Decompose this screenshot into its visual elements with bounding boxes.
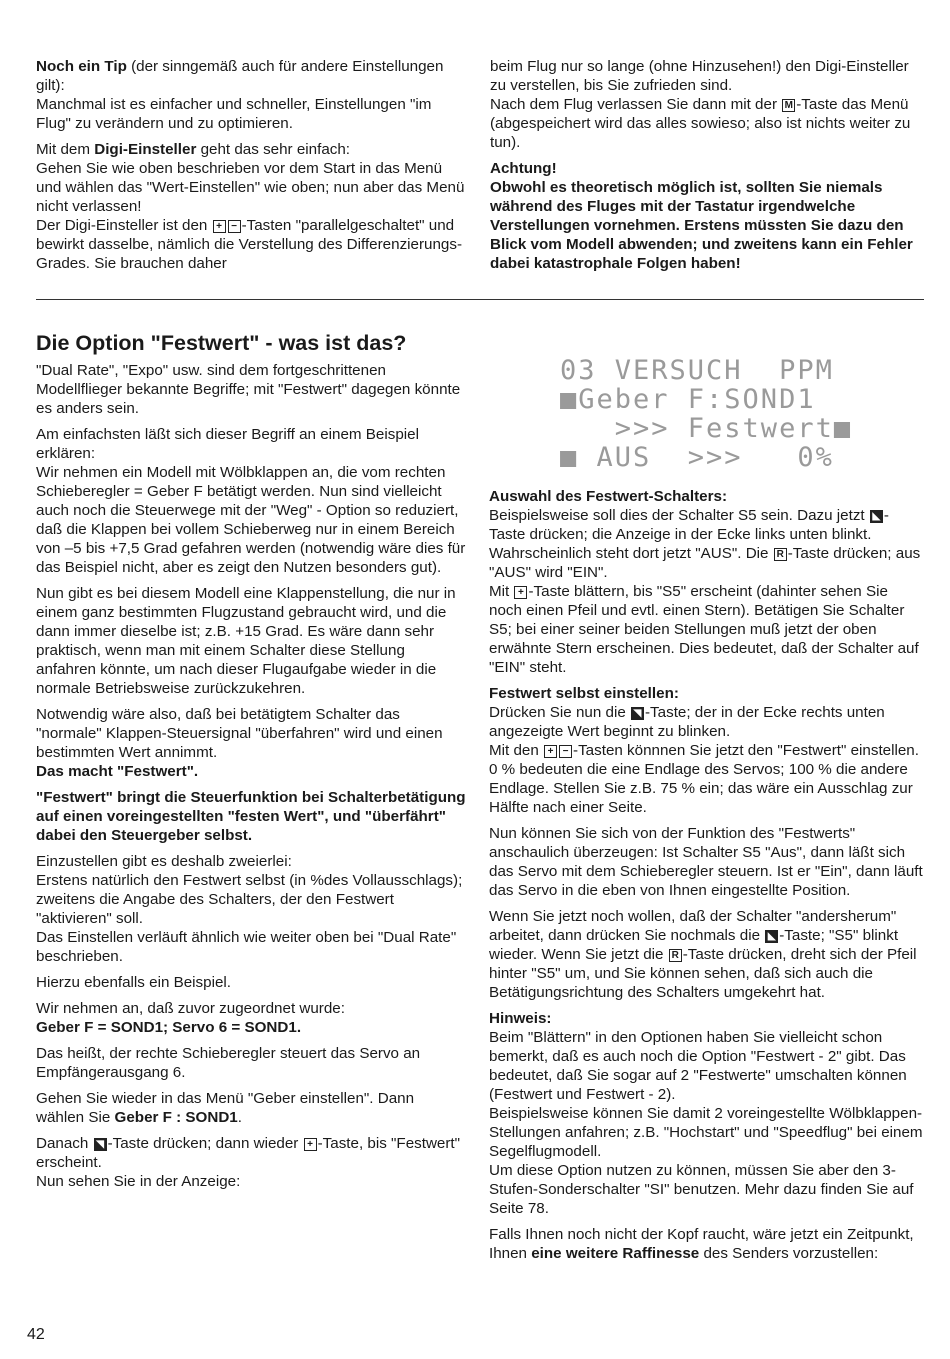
digi-bold: Digi-Einsteller	[94, 141, 197, 158]
r-key-icon: R	[774, 548, 787, 561]
digi-body2	[36, 216, 466, 273]
right-r5: Nun können Sie sich von der Funktion des "Festwerts" anschaulich überzeugen: Ist Schalter S5 "Aus", dann läßt sich das Servo mit dem Schieberegler steuern. Ist er "Ein", dann läuft das Servo in die eben von Ihnen eingestellte Position.	[489, 825, 923, 899]
after-flight-a: Nach dem Flug verlassen Sie dann mit der	[490, 96, 782, 113]
lcd-line-1: 03 VERSUCH PPM	[560, 355, 834, 386]
digi-post: geht das sehr einfach:	[196, 141, 351, 158]
plus-key-icon: +	[213, 220, 226, 233]
plus-key-icon: +	[514, 586, 527, 599]
right-r6b: -Taste; "S5" blinkt wieder. Wenn Sie jetzt die	[489, 927, 899, 963]
right-r10b: eine weitere Raffinesse	[531, 1245, 700, 1262]
section-divider	[36, 299, 924, 300]
left-p7b: Erstens natürlich den Festwert selbst (in %des Vollausschlags);	[36, 872, 463, 889]
right-column	[489, 487, 925, 1263]
digi-body1: Gehen Sie wie oben beschrieben vor dem Start in das Menü und wählen das "Wert-Einstellen" wie oben; nun aber das Menü nicht verlassen!	[36, 160, 465, 215]
right-r6	[489, 907, 925, 1002]
right-h1: Auswahl des Festwert-Schalters:	[489, 488, 728, 505]
left-p12	[36, 1134, 466, 1172]
right-r7: Beim "Blättern" in den Optionen haben Sie vielleicht schon bemerkt, daß es auch noch die Option "Festwert - 2" gibt. Das bedeutet, daß Sie sogar auf 2 "Festwerte" umschalten können (Festwert und Festwert - 2).	[489, 1029, 907, 1103]
right-r3b: -Taste; der in der Ecke rechts unten angezeigte Wert beginnt zu blinken.	[489, 704, 885, 740]
left-p11	[36, 1089, 466, 1127]
top-left-column	[36, 57, 466, 273]
left-p9b: Geber F = SOND1; Servo 6 = SOND1.	[36, 1019, 302, 1036]
digi-body2b: -Tasten "parallelgeschaltet" und bewirkt dasselbe, nämlich die Verstellung des Differenzierungs-Grades. Sie brauchen daher	[36, 217, 463, 272]
r-key-icon: R	[669, 949, 682, 962]
right-r2	[489, 582, 925, 677]
after-flight-paragraph	[490, 95, 924, 152]
right-r1c: -Taste drücken; aus "AUS" wird "EIN".	[489, 545, 921, 581]
right-h3: Hinweis:	[489, 1010, 552, 1027]
right-r6c: -Taste drücken, dreht sich der Pfeil hinter "S5" um, und Sie können sehen, daß sich auch die Betätigungsrichtung des Schalters umgekehrt hat.	[489, 946, 917, 1001]
left-p9: Wir nehmen an, daß zuvor zugeordnet wurde:	[36, 1000, 345, 1017]
enter-key-icon: ◥	[631, 707, 644, 720]
left-p5b: Das macht "Festwert".	[36, 763, 199, 780]
right-r10a: Falls Ihnen noch nicht der Kopf raucht, wäre jetzt ein Zeitpunkt, Ihnen	[489, 1226, 914, 1262]
right-r4	[489, 741, 925, 817]
right-r1a: Beispielsweise soll dies der Schalter S5 sein. Dazu jetzt	[489, 507, 869, 524]
tip-title: Noch ein Tip	[36, 58, 127, 75]
digi-body2a: Der Digi-Einsteller ist den	[36, 217, 212, 234]
select-key-icon: ◣	[870, 510, 883, 523]
left-column	[36, 361, 466, 1191]
enter-key-icon: ◥	[94, 1138, 107, 1151]
right-r9: Um diese Option nutzen zu können, müssen Sie aber den 3-Stufen-Sonderschalter "SI" benutzen. Mehr dazu finden Sie auf Seite 78.	[489, 1162, 914, 1217]
left-p3: Wir nehmen ein Modell mit Wölbklappen an, die vom rechten Schieberegler = Geber F betätigt werden. Nun sind vielleicht auch noch die Steuerwege mit der "Weg" - Option so reduziert, daß die Klappen bei vollem Schieberweg nur in einem Bereich von –5 bis +7,5 Grad gefahren werden (notwendig wäre dies für das Beispiel nicht, aber es zeigt den Nutzen besonders gut).	[36, 464, 466, 576]
right-r2a: Mit	[489, 583, 514, 600]
select-key-icon: ◣	[765, 930, 778, 943]
digi-intro	[36, 140, 466, 159]
lcd-line-3: >>> Festwert■	[560, 413, 853, 444]
left-p12a: Danach	[36, 1135, 93, 1152]
plus-key-icon: +	[304, 1138, 317, 1151]
lcd-display	[560, 356, 880, 474]
right-r3a: Drücken Sie nun die	[489, 704, 630, 721]
section-heading: Die Option "Festwert" - was ist das?	[36, 331, 407, 355]
right-r4a: Mit den	[489, 742, 544, 759]
right-r3	[489, 703, 925, 741]
left-p11c: .	[237, 1109, 242, 1126]
tip-body: Manchmal ist es einfacher und schneller, Einstellungen "im Flug" zu verändern und zu optimieren.	[36, 96, 432, 132]
left-p12d: Nun sehen Sie in der Anzeige:	[36, 1173, 241, 1190]
left-p4: Nun gibt es bei diesem Modell eine Klappenstellung, die nur in einem ganz bestimmten Flugzustand gebraucht wird, und die dann immer dieselbe ist; z.B. +15 Grad. Es wäre dann sehr praktisch, wenn man mit einem Schalter diese Stellung anfahren könnte, um nach dieser Flugaufgabe wieder in die normale Betriebsweise zurückzukehren.	[36, 585, 456, 697]
left-p2: Am einfachsten läßt sich dieser Begriff an einem Beispiel erklären:	[36, 426, 419, 462]
achtung-title: Achtung!	[490, 160, 557, 177]
flight-paragraph: beim Flug nur so lange (ohne Hinzusehen!) den Digi-Einsteller zu verstellen, bis Sie zufrieden sind.	[490, 58, 909, 94]
left-p1: "Dual Rate", "Expo" usw. sind dem fortgeschrittenen Modellflieger bekannte Begriffe; mit "Festwert" dagegen könnte es anders sein.	[36, 362, 461, 417]
right-r1	[489, 506, 925, 582]
right-r8: Beispielsweise können Sie damit 2 voreingestellte Wölbklappen-Stellungen anfahren; z.B. "Hochstart" und "Speedflug" bei einem Segelflugmodell.	[489, 1105, 923, 1160]
left-p5: Notwendig wäre also, daß bei betätigtem Schalter das "normale" Klappen-Steuersignal "überfahren" wird und einen bestimmten Wert annimmt.	[36, 706, 443, 761]
left-p12c: -Taste, bis "Festwert" erscheint.	[36, 1135, 461, 1171]
achtung-body: Obwohl es theoretisch möglich ist, sollten Sie niemals während des Fluges mit der Tastatur irgendwelche Verstellungen vornehmen. Erstens müssten Sie dazu den Blick vom Modell abwenden; und zweitens kann ein Fehler dabei katastrophale Folgen haben!	[490, 179, 913, 272]
left-p11b: Geber F : SOND1	[114, 1109, 238, 1126]
menu-key-icon: M	[782, 99, 795, 112]
minus-key-icon: −	[228, 220, 241, 233]
tip-paragraph	[36, 57, 466, 95]
left-p8: Hierzu ebenfalls ein Beispiel.	[36, 974, 232, 991]
left-p11a: Gehen Sie wieder in das Menü "Geber einstellen". Dann wählen Sie	[36, 1090, 415, 1126]
minus-key-icon: −	[559, 745, 572, 758]
right-r2b: -Taste blättern, bis "S5" erscheint (dahinter sehen Sie noch einen Pfeil und evtl. einen Stern). Betätigen Sie Schalter S5; bei einer seiner beiden Stellungen muß jetzt der oben erwähnte Stern erscheinen. Dies bedeutet, daß der Schalter auf "EIN" steht.	[489, 583, 919, 676]
tip-rest: (der sinngemäß auch für andere Einstellungen gilt):	[36, 58, 444, 94]
right-r4b: -Tasten könnnen Sie jetzt den "Festwert" einstellen. 0 % bedeuten die eine Endlage des Servos; 100 % die andere Endlage. Stellen Sie z.B. 75 % ein; das wäre ein Ausschlag zur Hälfte nach einer Seite.	[489, 742, 919, 816]
right-r6a: Wenn Sie jetzt noch wollen, daß der Schalter "andersherum" arbeitet, dann drücken Sie nochmals die	[489, 908, 897, 944]
left-p6: "Festwert" bringt die Steuerfunktion bei Schalterbetätigung auf einen voreingestellten "festen Wert", und "überfährt" dabei den Steuergeber selbst.	[36, 789, 466, 844]
right-h2: Festwert selbst einstellen:	[489, 685, 679, 702]
top-right-column	[490, 57, 924, 273]
right-r10c: des Senders vorzustellen:	[699, 1245, 879, 1262]
after-flight-b: -Taste das Menü (abgespeichert wird das alles sowieso; also ist nichts weiter zu tun).	[490, 96, 911, 151]
page-number: 42	[27, 1326, 45, 1343]
left-p7d: Das Einstellen verläuft ähnlich wie weiter oben bei "Dual Rate" beschrieben.	[36, 929, 457, 965]
digi-pre: Mit dem	[36, 141, 95, 158]
right-r10	[489, 1225, 925, 1263]
left-p7c: zweitens die Angabe des Schalters, der den Festwert "aktivieren" soll.	[36, 891, 394, 927]
right-r1b: -Taste drücken; die Anzeige in der Ecke links unten blinkt. Wahrscheinlich steht dort jetzt "AUS". Die	[489, 507, 889, 562]
plus-key-icon: +	[544, 745, 557, 758]
left-p7: Einzustellen gibt es deshalb zweierlei:	[36, 853, 292, 870]
left-p12b: -Taste drücken; dann wieder	[107, 1135, 303, 1152]
lcd-line-2: ■Geber F:SOND1	[560, 384, 816, 415]
left-p10: Das heißt, der rechte Schieberegler steuert das Servo an Empfängerausgang 6.	[36, 1045, 421, 1081]
lcd-line-4: ■ AUS >>> 0%	[560, 442, 834, 473]
